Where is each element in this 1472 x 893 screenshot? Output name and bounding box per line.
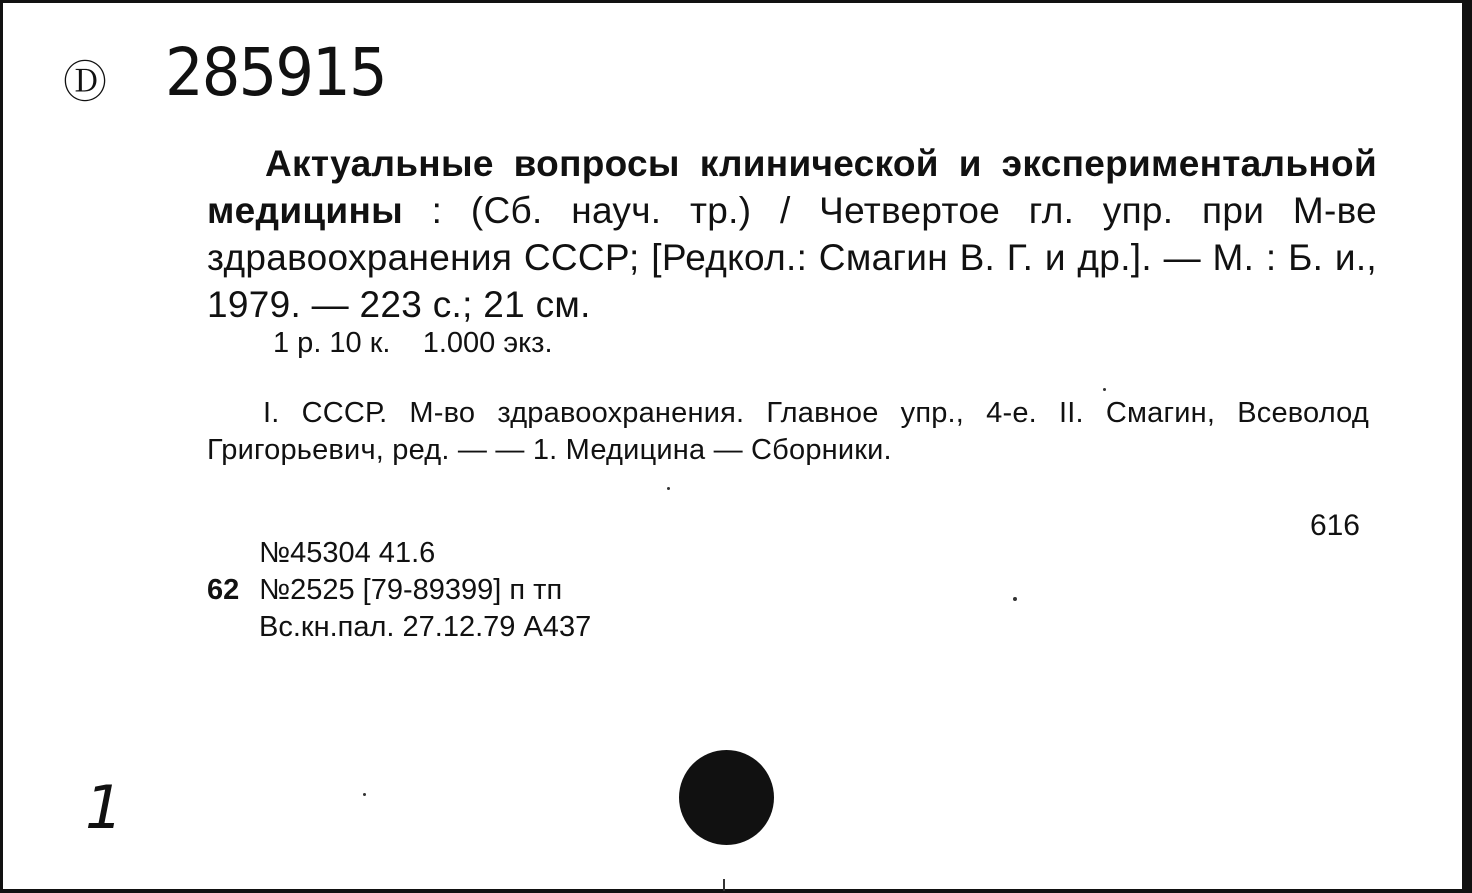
speck xyxy=(1103,388,1106,391)
publication-details: : (Сб. науч. тр.) / Четвертое гл. упр. при М-ве здравоохранения СССР; [Редкол.: Смагин В. Г. и др.]. — М. : Б. и., 1979. — 223 с.; 21 см. xyxy=(207,190,1377,325)
inventory-number: 285915 xyxy=(165,34,386,111)
punch-hole xyxy=(679,750,774,845)
catalog-codes xyxy=(207,535,591,646)
bibliographic-description xyxy=(207,140,1377,328)
subject-tracings: I. СССР. М-во здравоохранения. Главное упр., 4-е. II. Смагин, Всеволод Григорьевич, ред. — — 1. Медицина — Сборники. xyxy=(207,397,1369,466)
code-line-3-text: Вс.кн.пал. 27.12.79 А437 xyxy=(259,611,592,643)
title: Актуальные вопросы клинической и экспериментальной медицины xyxy=(207,143,1377,231)
code-line-3 xyxy=(207,609,591,646)
speck xyxy=(1013,597,1017,601)
code-line-2-tag: 62 xyxy=(207,574,240,606)
classification-number: 616 xyxy=(1309,509,1360,542)
code-line-1-text: №45304 41.6 xyxy=(259,537,436,569)
price-and-print-run: 1 р. 10 к. 1.000 экз. xyxy=(273,327,553,359)
code-line-1 xyxy=(207,535,591,572)
code-line-2-text: №2525 [79-89399] п тп xyxy=(259,574,563,606)
handwritten-prefix: Ⓓ xyxy=(63,57,107,108)
handwritten-corner-mark: 1 xyxy=(85,773,124,843)
code-line-2 xyxy=(207,572,591,609)
speck xyxy=(363,793,366,796)
speck xyxy=(667,487,670,490)
speck xyxy=(723,879,725,891)
